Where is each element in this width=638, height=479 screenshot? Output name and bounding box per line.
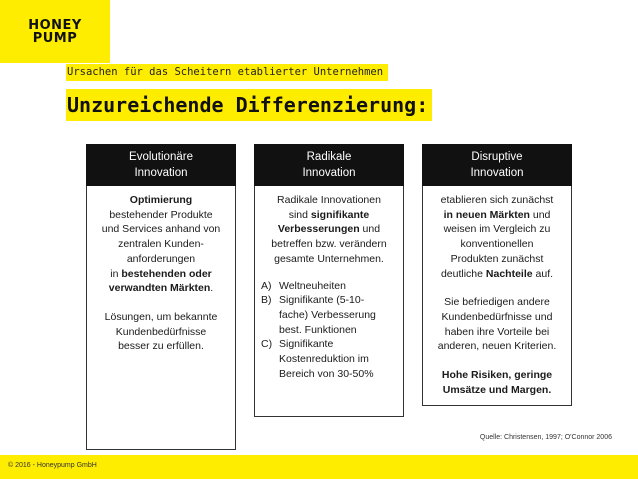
text-line: und Services anhand von (101, 223, 221, 236)
column-header-line: Evolutionäre (129, 151, 193, 163)
text-line: bestehender Produkte (109, 208, 213, 221)
text-line: anderen, neuen Kriterien. (437, 340, 557, 353)
column-body-disruptive (422, 186, 572, 406)
text-line: und (359, 223, 381, 236)
list-item (261, 337, 397, 381)
text-line: gesamte Unternehmen. (274, 252, 384, 265)
source-citation: Quelle: Christensen, 1997; O'Connor 2006 (479, 434, 612, 441)
list-text: Weltneuheiten (279, 279, 346, 292)
list-text-line: Signifikante (5-10- (279, 294, 365, 307)
text-line: zentralen Kunden- (118, 238, 204, 251)
column-header-line: Innovation (470, 167, 524, 179)
text-bold: Umsätze und Margen. (442, 383, 552, 396)
text-line: Sie befriedigen andere (444, 296, 550, 309)
text-line: besser zu erfüllen. (118, 340, 204, 353)
text-bold: Hohe Risiken, geringe (441, 369, 553, 382)
list-text-line: Signifikante (279, 338, 334, 351)
text-line: etablieren sich zunächst (440, 194, 554, 206)
list-text (279, 293, 376, 337)
column-header-line: Disruptive (471, 151, 523, 163)
logo-line-1: HONEY (28, 17, 82, 33)
innovation-types-list (261, 279, 397, 382)
list-text-line: best. Funktionen (279, 323, 357, 336)
list-text-line: fache) Verbesserung (279, 308, 376, 321)
column-body-radical (254, 186, 404, 417)
text-line: und (529, 208, 551, 221)
text-bold: Optimierung (129, 194, 193, 206)
copyright-text: © 2016 - Honeypump GmbH (8, 462, 97, 469)
column-header-disruptive (422, 144, 572, 186)
text-line: konventionellen (460, 238, 534, 251)
text-line: haben ihre Vorteile bei (444, 325, 550, 338)
text-line: Lösungen, um bekannte (104, 310, 218, 323)
text-bold: signifikante (310, 208, 370, 221)
column-header-line: Innovation (134, 167, 188, 179)
text-bold: Verbesserungen (277, 223, 360, 236)
list-marker: B) (261, 294, 272, 307)
list-item (261, 293, 397, 337)
column-header-line: Radikale (306, 151, 352, 163)
text-line: weisen im Vergleich zu (443, 223, 551, 236)
list-item (261, 279, 397, 294)
text-line: deutliche (440, 267, 486, 280)
slide-subtitle: Ursachen für das Scheitern etablierter Unternehmen (66, 64, 388, 81)
column-body-evolutionary (86, 186, 236, 450)
list-text-line: Kostenreduktion im (279, 353, 369, 366)
text-line: auf. (532, 267, 554, 280)
column-header-evolutionary (86, 144, 236, 186)
column-header-radical (254, 144, 404, 186)
list-marker: A) (261, 279, 272, 292)
text-line: anforderungen (126, 252, 196, 265)
company-logo (0, 0, 110, 63)
text-line: sind (288, 208, 311, 221)
column-header-line: Innovation (302, 167, 356, 179)
column-radical (254, 144, 404, 417)
text-bold: Nachteile (485, 267, 533, 280)
list-marker: C) (261, 338, 273, 351)
text-line: Produkten zunächst (450, 252, 544, 265)
list-text (279, 337, 374, 381)
text-line: Kundenbedürfnisse und (441, 310, 553, 323)
text-bold: in neuen Märkten (443, 208, 530, 221)
column-disruptive (422, 144, 572, 406)
column-evolutionary (86, 144, 236, 450)
text-line: Radikale Innovationen (277, 194, 381, 206)
slide-title: Unzureichende Differenzierung: (66, 89, 432, 121)
text-line: in (110, 267, 122, 280)
text-bold: verwandten Märkten (108, 282, 211, 295)
logo-line-2: PUMP (32, 30, 78, 46)
text-bold: bestehenden oder (121, 267, 212, 280)
text-line: . (210, 282, 214, 295)
list-text-line: Bereich von 30-50% (279, 367, 374, 380)
text-line: betreffen bzw. verändern (271, 238, 387, 251)
text-line: Kundenbedürfnisse (115, 325, 207, 338)
footer-bar (0, 455, 638, 479)
